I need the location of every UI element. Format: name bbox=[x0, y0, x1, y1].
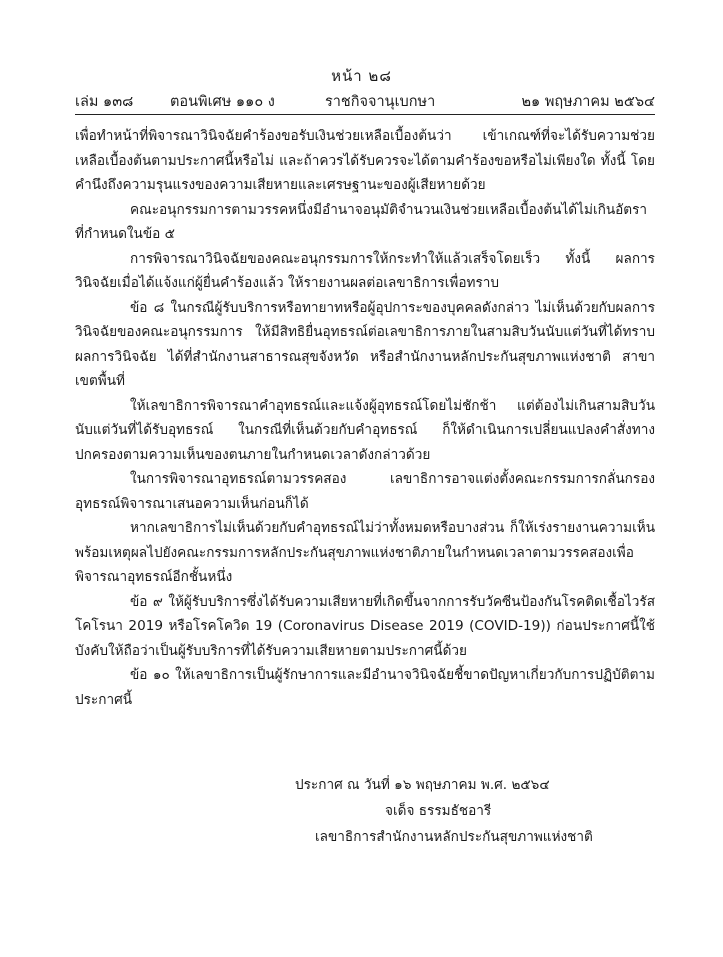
page-number: หน้า ๒๘ bbox=[331, 67, 392, 85]
paragraph: ให้เลขาธิการพิจารณาคำอุทธรณ์และแจ้งผู้อุทธรณ์โดยไม่ชักช้า แต่ต้องไม่เกินสามสิบวันนับแต่วันที่ได้รับอุทธรณ์ ในกรณีที่เห็นด้วยกับคำอุทธรณ์ ก็ให้ดำเนินการเปลี่ยนแปลงคำสั่งทางปกครองตามความเห็นของตนภายในกำหนดเวลาดังกล่าวด้วย bbox=[75, 397, 655, 463]
volume-label: เล่ม ๑๓๘ bbox=[75, 94, 134, 110]
section-label: ตอนพิเศษ ๑๑๐ ง bbox=[170, 94, 275, 110]
announcement-date-line: ประกาศ ณ วันที่ ๑๖ พฤษภาคม พ.ศ. ๒๕๖๔ bbox=[295, 777, 550, 793]
paragraph: คณะอนุกรรมการตามวรรคหนึ่งมีอำนาจอนุมัติจำนวนเงินช่วยเหลือเบื้องต้นได้ไม่เกินอัตราที่กำหนดในข้อ ๕ bbox=[75, 201, 648, 242]
gazette-title: ราชกิจจานุเบกษา bbox=[325, 94, 436, 110]
paragraph: หากเลขาธิการไม่เห็นด้วยกับคำอุทธรณ์ไม่ว่าทั้งหมดหรือบางส่วน ก็ให้เร่งรายงานความเห็นพร้อมเหตุผลไปยังคณะกรรมการหลักประกันสุขภาพแห่งชาติภายในกำหนดเวลาตามวรรคสองเพื่อพิจารณาอุทธรณ์อีกชั้นหนึ่ง bbox=[75, 520, 655, 585]
signature-block bbox=[75, 772, 655, 850]
signatory-name: จเด็จ ธรรมธัชอารี bbox=[385, 803, 492, 819]
paragraph: เพื่อทำหน้าที่พิจารณาวินิจฉัยคำร้องขอรับเงินช่วยเหลือเบื้องต้นว่า เข้าเกณฑ์ที่จะได้รับความช่วยเหลือเบื้องต้นตามประกาศนี้หรือไม่ และถ้าควรได้รับควรจะได้ตามคำร้องขอหรือไม่เพียงใด ทั้งนี้ โดยคำนึงถึงความรุนแรงของความเสียหายและเศรษฐานะของผู้เสียหายด้วย bbox=[75, 128, 655, 193]
paragraph: ข้อ ๑๐ ให้เลขาธิการเป็นผู้รักษาการและมีอำนาจวินิจฉัยชี้ขาดปัญหาเกี่ยวกับการปฏิบัติตามประกาศนี้ bbox=[75, 667, 655, 708]
signatory-title: เลขาธิการสำนักงานหลักประกันสุขภาพแห่งชาติ bbox=[315, 829, 593, 845]
paragraph: ข้อ ๙ ให้ผู้รับบริการซึ่งได้รับความเสียหายที่เกิดขึ้นจากการรับวัคซีนป้องกันโรคติดเชื้อไวรัสโคโรนา 2019 หรือโรคโควิด 19 (Coronavirus Disease 2019 (COVID-19)) ก่อนประกาศนี้ใช้บังคับให้ถือว่าเป็นผู้รับบริการที่ได้รับความเสียหายตามประกาศนี้ด้วย bbox=[75, 593, 655, 659]
publication-date: ๒๑ พฤษภาคม ๒๕๖๔ bbox=[521, 94, 655, 110]
header-divider bbox=[75, 114, 655, 115]
paragraph: การพิจารณาวินิจฉัยของคณะอนุกรรมการให้กระทำให้แล้วเสร็จโดยเร็ว ทั้งนี้ ผลการวินิจฉัยเมื่อได้แจ้งแก่ผู้ยื่นคำร้องแล้ว ให้รายงานผลต่อเลขาธิการเพื่อทราบ bbox=[75, 250, 655, 291]
paragraph: ข้อ ๘ ในกรณีผู้รับบริการหรือทายาทหรือผู้อุปการะของบุคคลดังกล่าว ไม่เห็นด้วยกับผลการวินิจฉัยของคณะอนุกรรมการ ให้มีสิทธิยื่นอุทธรณ์ต่อเลขาธิการภายในสามสิบวันนับแต่วันที่ได้ทราบผลการวินิจฉัย ได้ที่สำนักงานสาธารณสุขจังหวัด หรือสำนักงานหลักประกันสุขภาพแห่งชาติ สาขาเขตพื้นที่ bbox=[75, 299, 655, 389]
paragraph: ในการพิจารณาอุทธรณ์ตามวรรคสอง เลขาธิการอาจแต่งตั้งคณะกรรมการกลั่นกรองอุทธรณ์พิจารณาเสนอความเห็นก่อนก็ได้ bbox=[75, 471, 655, 512]
gazette-header bbox=[75, 90, 655, 112]
document-body bbox=[75, 124, 655, 712]
